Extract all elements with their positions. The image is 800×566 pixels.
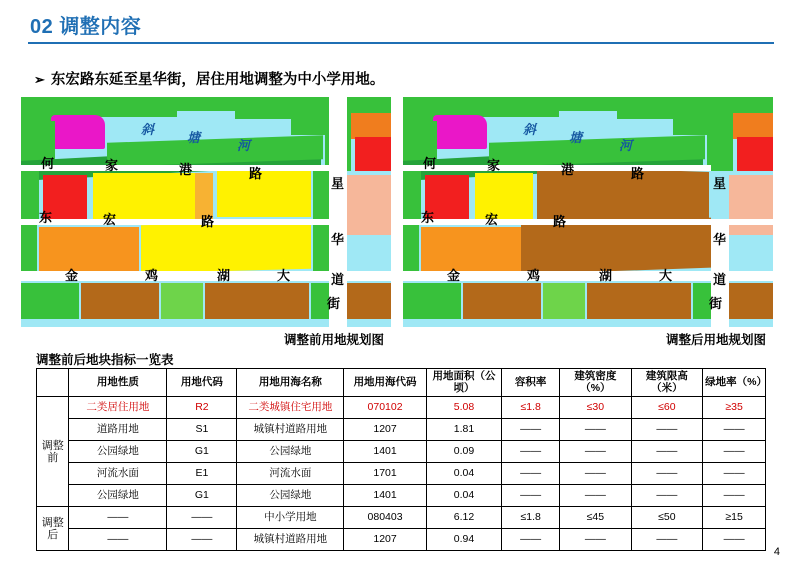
bullet-text: 东宏路东延至星华街，居住用地调整为中小学用地。 bbox=[50, 72, 385, 88]
green-area bbox=[21, 225, 37, 271]
cell-area: 0.09 bbox=[426, 441, 501, 463]
table-row bbox=[37, 441, 766, 463]
col-code: 用地代码 bbox=[167, 369, 237, 397]
cell-green: —— bbox=[703, 463, 766, 485]
row-group-after: 调整后 bbox=[37, 507, 69, 551]
school-land-block bbox=[521, 218, 711, 275]
cell-code: —— bbox=[167, 529, 237, 551]
brown-block bbox=[729, 283, 773, 319]
orange-strip bbox=[421, 227, 521, 271]
cell-height: ≤60 bbox=[631, 397, 703, 419]
map-label: 街 bbox=[709, 296, 723, 311]
cell-area: 0.04 bbox=[426, 485, 501, 507]
map-label: 家 bbox=[105, 158, 119, 173]
green-area bbox=[403, 171, 421, 223]
cell-green: ≥15 bbox=[703, 507, 766, 529]
map-label: 街 bbox=[327, 296, 341, 311]
cell-name: 河流水面 bbox=[237, 463, 344, 485]
map-label: 星 bbox=[713, 176, 727, 191]
brown-block bbox=[81, 283, 159, 319]
yellow-block bbox=[217, 171, 311, 217]
cell-nature: —— bbox=[69, 529, 167, 551]
bullet-marker: ➢ bbox=[34, 72, 45, 87]
map-label: 河 bbox=[619, 138, 633, 153]
cell-sea-code: 1207 bbox=[344, 419, 426, 441]
cell-density: —— bbox=[560, 463, 631, 485]
table-row bbox=[37, 507, 766, 529]
col-area: 用地面积（公顷） bbox=[426, 369, 501, 397]
bullet-item bbox=[34, 68, 384, 89]
red-block bbox=[737, 137, 773, 171]
green-area bbox=[57, 97, 177, 117]
cell-sea-code: 1207 bbox=[344, 529, 426, 551]
map-label: 路 bbox=[553, 214, 567, 229]
map-label: 华 bbox=[331, 232, 345, 247]
map-label: 家 bbox=[487, 158, 501, 173]
green-area bbox=[439, 97, 559, 117]
map-label: 东 bbox=[421, 210, 435, 225]
section-number: 02 bbox=[30, 16, 54, 38]
cell-code: G1 bbox=[167, 485, 237, 507]
cell-name: 公园绿地 bbox=[237, 441, 344, 463]
cell-sea-code: 1401 bbox=[344, 485, 426, 507]
col-nature: 用地性质 bbox=[69, 369, 167, 397]
orange-block bbox=[351, 113, 391, 139]
cell-sea-code: 1701 bbox=[344, 463, 426, 485]
table-header-row bbox=[37, 369, 766, 397]
col-height: 建筑限高（米） bbox=[631, 369, 703, 397]
col-far: 容积率 bbox=[502, 369, 560, 397]
map-label: 斜 bbox=[141, 122, 155, 137]
map-label: 大 bbox=[659, 268, 673, 283]
green-area bbox=[543, 283, 585, 319]
map-label: 金 bbox=[65, 268, 79, 283]
map-label: 港 bbox=[561, 162, 575, 177]
row-group-before: 调整前 bbox=[37, 397, 69, 507]
magenta-block bbox=[51, 115, 105, 149]
map-label: 东 bbox=[39, 210, 53, 225]
magenta-block bbox=[433, 115, 487, 149]
green-area bbox=[553, 97, 623, 111]
cell-code: E1 bbox=[167, 463, 237, 485]
cell-area: 0.94 bbox=[426, 529, 501, 551]
cell-green: ≥35 bbox=[703, 397, 766, 419]
col-group bbox=[37, 369, 69, 397]
map-label: 塘 bbox=[187, 130, 201, 145]
map-label: 河 bbox=[237, 138, 251, 153]
green-area bbox=[403, 225, 419, 271]
cell-density: ≤45 bbox=[560, 507, 631, 529]
orange-strip bbox=[39, 227, 139, 271]
cell-far: —— bbox=[502, 463, 560, 485]
map-after[interactable] bbox=[402, 96, 774, 328]
map-label: 宏 bbox=[485, 212, 499, 227]
cell-nature: 公园绿地 bbox=[69, 441, 167, 463]
table-row bbox=[37, 529, 766, 551]
cell-far: —— bbox=[502, 529, 560, 551]
map-label: 宏 bbox=[103, 212, 117, 227]
brown-block bbox=[463, 283, 541, 319]
table-row bbox=[37, 397, 766, 419]
map-label: 道 bbox=[713, 272, 727, 287]
cell-density: —— bbox=[560, 485, 631, 507]
cell-far: —— bbox=[502, 485, 560, 507]
road-horizontal bbox=[403, 165, 711, 171]
yellow-block bbox=[475, 173, 533, 219]
cell-area: 5.08 bbox=[426, 397, 501, 419]
indicator-table bbox=[36, 368, 766, 551]
cell-height: —— bbox=[631, 441, 703, 463]
orange-block bbox=[733, 113, 773, 139]
map-label: 道 bbox=[331, 272, 345, 287]
cell-height: —— bbox=[631, 419, 703, 441]
map-label: 何 bbox=[423, 156, 437, 171]
map-label: 湖 bbox=[217, 268, 231, 283]
cell-nature: 河流水面 bbox=[69, 463, 167, 485]
map-after-caption: 调整后用地规划图 bbox=[665, 333, 766, 347]
cell-name: 城镇村道路用地 bbox=[237, 419, 344, 441]
cell-sea-code: 080403 bbox=[344, 507, 426, 529]
table-row bbox=[37, 463, 766, 485]
map-before-caption: 调整前用地规划图 bbox=[283, 333, 384, 347]
title-divider bbox=[28, 42, 774, 44]
cell-height: —— bbox=[631, 485, 703, 507]
map-label: 斜 bbox=[523, 122, 537, 137]
cell-nature: —— bbox=[69, 507, 167, 529]
cell-nature: 道路用地 bbox=[69, 419, 167, 441]
cell-far: —— bbox=[502, 419, 560, 441]
green-area bbox=[21, 171, 39, 223]
map-label: 湖 bbox=[599, 268, 613, 283]
peach-block bbox=[347, 175, 391, 235]
cell-code: S1 bbox=[167, 419, 237, 441]
cell-height: ≤50 bbox=[631, 507, 703, 529]
map-before[interactable] bbox=[20, 96, 392, 328]
green-area bbox=[235, 97, 295, 119]
cell-density: —— bbox=[560, 419, 631, 441]
cell-height: —— bbox=[631, 529, 703, 551]
cell-sea-code: 070102 bbox=[344, 397, 426, 419]
green-area bbox=[21, 283, 79, 319]
cell-density: —— bbox=[560, 441, 631, 463]
map-label: 路 bbox=[201, 214, 215, 229]
map-label: 星 bbox=[331, 176, 345, 191]
cell-name: 公园绿地 bbox=[237, 485, 344, 507]
cell-far: ≤1.8 bbox=[502, 507, 560, 529]
page-number: 4 bbox=[773, 546, 780, 558]
cell-code: —— bbox=[167, 507, 237, 529]
table-row bbox=[37, 419, 766, 441]
col-green: 绿地率（%） bbox=[703, 369, 766, 397]
cell-area: 0.04 bbox=[426, 463, 501, 485]
cell-green: —— bbox=[703, 529, 766, 551]
map-label: 塘 bbox=[569, 130, 583, 145]
cell-green: —— bbox=[703, 485, 766, 507]
brown-block bbox=[347, 283, 391, 319]
table-body bbox=[37, 397, 766, 551]
map-label: 金 bbox=[447, 268, 461, 283]
cell-density: —— bbox=[560, 529, 631, 551]
cell-name: 二类城镇住宅用地 bbox=[237, 397, 344, 419]
map-label: 鸡 bbox=[527, 268, 541, 283]
cell-name: 中小学用地 bbox=[237, 507, 344, 529]
cell-density: ≤30 bbox=[560, 397, 631, 419]
cell-nature: 二类居住用地 bbox=[69, 397, 167, 419]
map-label: 大 bbox=[277, 268, 291, 283]
map-label: 鸡 bbox=[145, 268, 159, 283]
road-horizontal bbox=[21, 219, 329, 225]
cell-sea-code: 1401 bbox=[344, 441, 426, 463]
cell-nature: 公园绿地 bbox=[69, 485, 167, 507]
table-title: 调整前后地块指标一览表 bbox=[36, 353, 174, 367]
green-area bbox=[313, 225, 329, 273]
peach-block bbox=[729, 175, 773, 235]
table-row bbox=[37, 485, 766, 507]
cell-area: 6.12 bbox=[426, 507, 501, 529]
map-label: 港 bbox=[179, 162, 193, 177]
map-label: 路 bbox=[631, 166, 645, 181]
green-area bbox=[313, 171, 329, 225]
cell-code: G1 bbox=[167, 441, 237, 463]
col-name: 用地用海名称 bbox=[237, 369, 344, 397]
brown-block bbox=[587, 283, 691, 319]
cell-name: 城镇村道路用地 bbox=[237, 529, 344, 551]
col-sea-code: 用地用海代码 bbox=[344, 369, 426, 397]
cell-code: R2 bbox=[167, 397, 237, 419]
section-title-text: 调整内容 bbox=[59, 16, 142, 38]
brown-block bbox=[205, 283, 309, 319]
cell-far: ≤1.8 bbox=[502, 397, 560, 419]
cell-area: 1.81 bbox=[426, 419, 501, 441]
map-label: 华 bbox=[713, 232, 727, 247]
col-density: 建筑密度（%） bbox=[560, 369, 631, 397]
page-title bbox=[30, 10, 141, 39]
cell-far: —— bbox=[502, 441, 560, 463]
green-area bbox=[617, 97, 677, 119]
cell-green: —— bbox=[703, 419, 766, 441]
green-area bbox=[171, 97, 241, 111]
road-horizontal bbox=[21, 165, 329, 171]
green-area bbox=[161, 283, 203, 319]
map-label: 何 bbox=[41, 156, 55, 171]
red-block bbox=[355, 137, 391, 171]
cell-green: —— bbox=[703, 441, 766, 463]
green-area bbox=[403, 283, 461, 319]
cell-height: —— bbox=[631, 463, 703, 485]
map-label: 路 bbox=[249, 166, 263, 181]
